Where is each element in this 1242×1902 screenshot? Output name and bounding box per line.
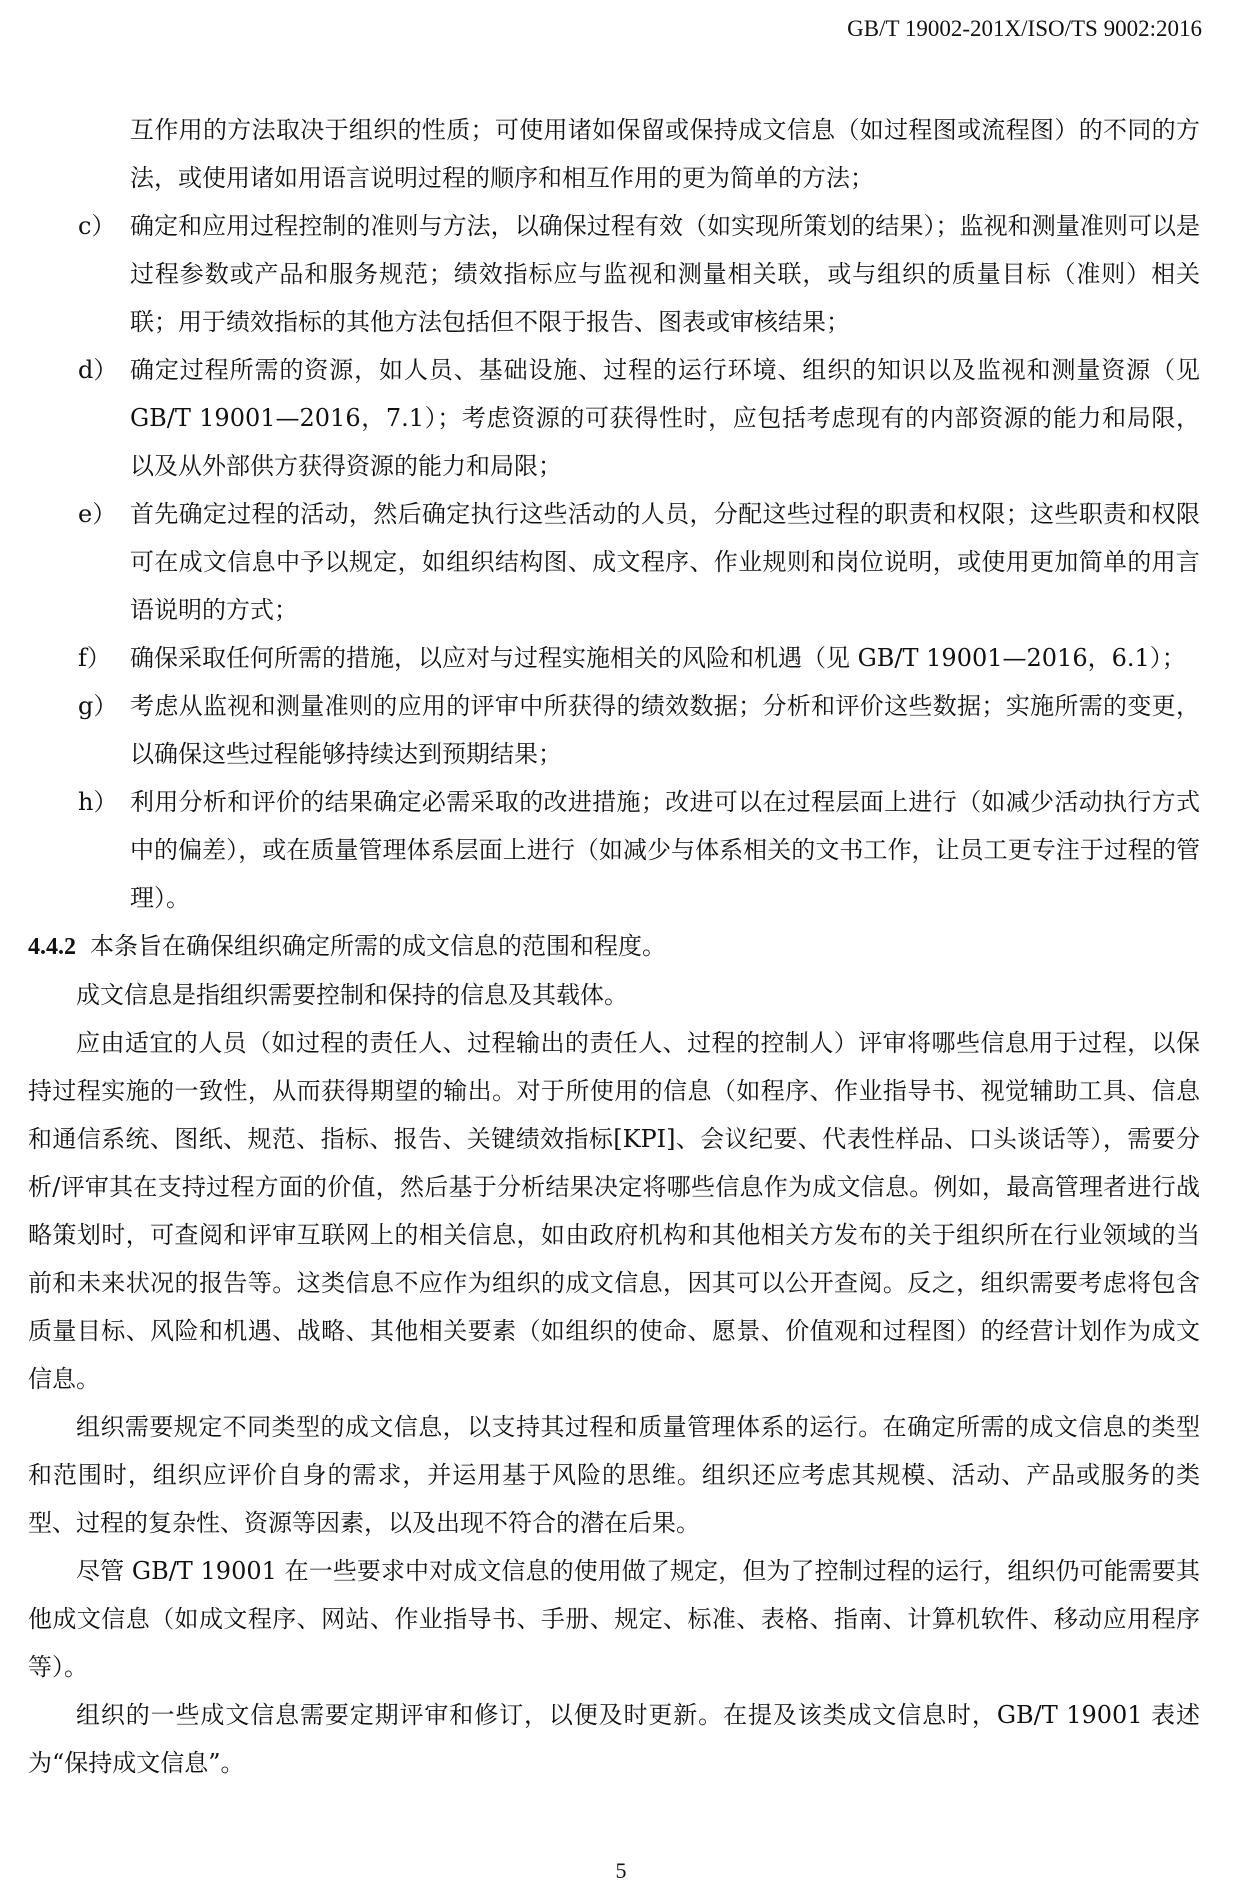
standard-header: GB/T 19002-201X/ISO/TS 9002:2016 [847,16,1202,41]
list-item-text: 确定和应用过程控制的准则与方法，以确保过程有效（如实现所策划的结果）；监视和测量准则可以是过程参数或产品和服务规范；绩效指标应与监视和测量相关联，或与组织的质量目标（准则）相关联；用于绩效指标的其他方法包括但不限于报告、图表或审核结果； [130,212,1200,336]
body-paragraph: 组织的一些成文信息需要定期评审和修订，以便及时更新。在提及该类成文信息时，GB/T 19001 表述为“保持成文信息”。 [28,1701,1200,1777]
list-item-f [28,634,1200,682]
list-item-text: 确保采取任何所需的措施，以应对与过程实施相关的风险和机遇（见 GB/T 19001—2016，6.1）； [130,644,1186,672]
list-item-h [28,778,1200,922]
clause-paragraph [28,922,1200,971]
list-item-continuation [28,106,1200,202]
list-item-d [28,346,1200,490]
list-item-text: 确定过程所需的资源，如人员、基础设施、过程的运行环境、组织的知识以及监视和测量资源（见GB/T 19001—2016，7.1）；考虑资源的可获得性时，应包括考虑现有的内部资源的能力和局限，以及从外部供方获得资源的能力和局限； [130,356,1200,480]
body-paragraph: 组织需要规定不同类型的成文信息，以支持其过程和质量管理体系的运行。在确定所需的成文信息的类型和范围时，组织应评价自身的需求，并运用基于风险的思维。组织还应考虑其规模、活动、产品或服务的类型、过程的复杂性、资源等因素，以及出现不符合的潜在后果。 [28,1413,1200,1537]
list-marker: e） [78,500,117,528]
page-number: 5 [615,1858,627,1883]
list-item-c [28,202,1200,346]
list-item-text: 互作用的方法取决于组织的性质；可使用诸如保留或保持成文信息（如过程图或流程图）的不同的方法，或使用诸如用语言说明过程的顺序和相互作用的更为简单的方法； [130,116,1200,192]
body-paragraph: 应由适宜的人员（如过程的责任人、过程输出的责任人、过程的控制人）评审将哪些信息用于过程，以保持过程实施的一致性，从而获得期望的输出。对于所使用的信息（如程序、作业指导书、视觉辅助工具、信息和通信系统、图纸、规范、指标、报告、关键绩效指标[KPI]、会议纪要、代表性样品、口头谈话等），需要分析/评审其在支持过程方面的价值，然后基于分析结果决定将哪些信息作为成文信息。例如，最高管理者进行战略策划时，可查阅和评审互联网上的相关信息，如由政府机构和其他相关方发布的关于组织所在行业领域的当前和未来状况的报告等。这类信息不应作为组织的成文信息，因其可以公开查阅。反之，组织需要考虑将包含质量目标、风险和机遇、战略、其他相关要素（如组织的使命、愿景、价值观和过程图）的经营计划作为成文信息。 [28,1029,1200,1393]
clause-4-4-2 [28,922,1200,971]
list-marker: f） [78,644,111,672]
page-content [28,106,1200,1787]
list-marker: c） [78,212,116,240]
list-marker: h） [78,788,118,816]
list-item-g [28,682,1200,778]
list-marker: d） [78,356,118,384]
list-item-text: 考虑从监视和测量准则的应用的评审中所获得的绩效数据；分析和评价这些数据；实施所需的变更，以确保这些过程能够持续达到预期结果； [130,692,1200,768]
list-item-text: 利用分析和评价的结果确定必需采取的改进措施；改进可以在过程层面上进行（如减少活动执行方式中的偏差），或在质量管理体系层面上进行（如减少与体系相关的文书工作，让员工更专注于过程的管理）。 [130,788,1200,912]
clause-text: 本条旨在确保组织确定所需的成文信息的范围和程度。 [90,932,666,960]
list-marker: g） [78,692,118,720]
clause-number: 4.4.2 [28,934,76,960]
list-item-text: 首先确定过程的活动，然后确定执行这些活动的人员，分配这些过程的职责和权限；这些职责和权限可在成文信息中予以规定，如组织结构图、成文程序、作业规则和岗位说明，或使用更加简单的用言语说明的方式； [130,500,1200,624]
body-paragraph: 成文信息是指组织需要控制和保持的信息及其载体。 [76,981,628,1009]
list-item-e [28,490,1200,634]
body-paragraph: 尽管 GB/T 19001 在一些要求中对成文信息的使用做了规定，但为了控制过程的运行，组织仍可能需要其他成文信息（如成文程序、网站、作业指导书、手册、规定、标准、表格、指南、计算机软件、移动应用程序等）。 [28,1557,1200,1681]
